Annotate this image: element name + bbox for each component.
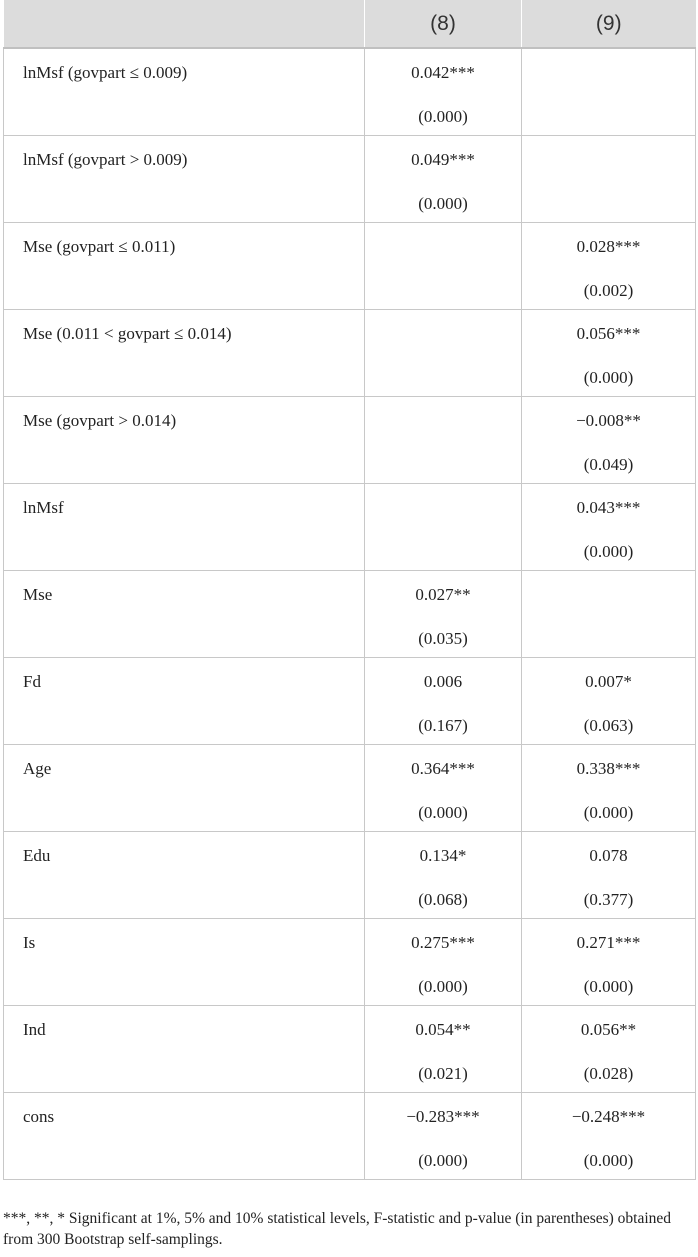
variable-label: Age: [23, 759, 52, 778]
p-value: (0.000): [583, 542, 634, 561]
p-value: (0.000): [418, 107, 468, 126]
model-8-cell: [365, 919, 522, 1006]
table-row: [4, 310, 696, 397]
variable-label: Edu: [23, 846, 51, 865]
row-variable-cell: [4, 223, 365, 310]
table-row: [4, 397, 696, 484]
table-body: [4, 48, 696, 1180]
model-9-cell: [522, 571, 696, 658]
variable-label: Mse: [23, 585, 53, 604]
row-variable-cell: [4, 397, 365, 484]
model-8-cell: [365, 832, 522, 919]
coefficient-value: [365, 237, 521, 257]
p-value: [365, 281, 521, 301]
table-row: [4, 745, 696, 832]
p-value: (0.377): [583, 890, 634, 909]
coefficient-value: 0.042***: [411, 63, 475, 82]
row-variable-cell: [4, 48, 365, 136]
model-9-cell: [522, 1006, 696, 1093]
model-9-cell: [522, 1093, 696, 1180]
model-8-cell: [365, 397, 522, 484]
coefficient-value: [522, 150, 695, 170]
model-8-cell: [365, 484, 522, 571]
variable-label: lnMsf (govpart ≤ 0.009): [23, 63, 188, 82]
p-value: (0.000): [583, 368, 634, 387]
variable-label: Ind: [23, 1020, 46, 1039]
table-row: [4, 658, 696, 745]
model-9-cell: [522, 919, 696, 1006]
model-9-cell: [522, 136, 696, 223]
header-variable: [4, 0, 365, 48]
p-value: (0.000): [418, 977, 468, 996]
variable-label: Mse (0.011 < govpart ≤ 0.014): [23, 324, 232, 343]
model-8-cell: [365, 136, 522, 223]
p-value: [365, 455, 521, 475]
p-value: (0.167): [418, 716, 468, 735]
p-value: (0.000): [418, 803, 468, 822]
model-8-cell: [365, 658, 522, 745]
coefficient-value: [365, 498, 521, 518]
row-variable-cell: [4, 484, 365, 571]
model-9-cell: [522, 223, 696, 310]
p-value: (0.063): [583, 716, 634, 735]
coefficient-value: 0.006: [423, 672, 463, 691]
model-8-cell: [365, 571, 522, 658]
table-row: [4, 919, 696, 1006]
table-row: [4, 832, 696, 919]
coefficient-value: −0.283***: [406, 1107, 480, 1126]
p-value: (0.049): [583, 455, 634, 474]
header-model-9: (9): [522, 0, 696, 48]
variable-label: cons: [23, 1107, 55, 1126]
table-row: [4, 571, 696, 658]
variable-label: Mse (govpart ≤ 0.011): [23, 237, 176, 256]
p-value: (0.028): [583, 1064, 634, 1083]
model-8-cell: [365, 48, 522, 136]
row-variable-cell: [4, 310, 365, 397]
model-9-cell: [522, 397, 696, 484]
p-value: (0.000): [418, 1151, 468, 1170]
model-9-cell: [522, 832, 696, 919]
row-variable-cell: [4, 745, 365, 832]
model-9-cell: [522, 310, 696, 397]
coefficient-value: 0.338***: [576, 759, 641, 778]
coefficient-value: −0.248***: [571, 1107, 646, 1126]
row-variable-cell: [4, 1006, 365, 1093]
variable-label: Mse (govpart > 0.014): [23, 411, 177, 430]
variable-label: lnMsf: [23, 498, 64, 517]
variable-label: lnMsf (govpart > 0.009): [23, 150, 188, 169]
p-value: [365, 542, 521, 562]
p-value: (0.021): [418, 1064, 468, 1083]
coefficient-value: 0.027**: [415, 585, 471, 604]
row-variable-cell: [4, 832, 365, 919]
coefficient-value: 0.134*: [419, 846, 467, 865]
model-8-cell: [365, 310, 522, 397]
coefficient-value: 0.054**: [415, 1020, 471, 1039]
table-row: [4, 1093, 696, 1180]
table-footnote: ***, **, * Significant at 1%, 5% and 10% statistical levels, F-statistic and p-value (in parentheses) obtained from 300 Bootstrap self-samplings.: [3, 1210, 672, 1248]
model-8-cell: [365, 223, 522, 310]
coefficient-value: [522, 63, 695, 83]
coefficient-value: 0.271***: [576, 933, 641, 952]
model-9-cell: [522, 745, 696, 832]
coefficient-value: −0.008**: [576, 411, 641, 430]
variable-label: Fd: [23, 672, 41, 691]
header-model-8: (8): [365, 0, 522, 48]
coefficient-value: 0.056**: [580, 1020, 637, 1039]
p-value: (0.000): [418, 194, 468, 213]
coefficient-value: 0.043***: [576, 498, 641, 517]
p-value: [522, 107, 695, 127]
p-value: (0.000): [583, 1151, 634, 1170]
model-8-cell: [365, 1093, 522, 1180]
table-row: [4, 223, 696, 310]
coefficient-value: [365, 411, 521, 431]
coefficient-value: 0.007*: [585, 672, 632, 691]
p-value: [522, 194, 695, 214]
model-9-cell: [522, 48, 696, 136]
coefficient-value: 0.049***: [411, 150, 475, 169]
coefficient-value: 0.364***: [411, 759, 475, 778]
p-value: (0.002): [583, 281, 634, 300]
model-8-cell: [365, 1006, 522, 1093]
p-value: (0.000): [583, 977, 634, 996]
table-row: [4, 484, 696, 571]
regression-table-container: [3, 0, 695, 1180]
p-value: (0.068): [418, 890, 468, 909]
regression-table: [3, 0, 696, 1180]
table-row: [4, 48, 696, 136]
coefficient-value: [522, 585, 695, 605]
row-variable-cell: [4, 919, 365, 1006]
table-row: [4, 136, 696, 223]
variable-label: Is: [23, 933, 36, 952]
model-9-cell: [522, 658, 696, 745]
p-value: [365, 368, 521, 388]
table-row: [4, 1006, 696, 1093]
row-variable-cell: [4, 571, 365, 658]
row-variable-cell: [4, 136, 365, 223]
model-9-cell: [522, 484, 696, 571]
coefficient-value: 0.056***: [576, 324, 641, 343]
coefficient-value: 0.078: [589, 846, 628, 865]
row-variable-cell: [4, 1093, 365, 1180]
coefficient-value: [365, 324, 521, 344]
p-value: [522, 629, 695, 649]
coefficient-value: 0.028***: [576, 237, 641, 256]
model-8-cell: [365, 745, 522, 832]
p-value: (0.000): [583, 803, 634, 822]
p-value: (0.035): [418, 629, 468, 648]
table-header-row: [4, 0, 696, 48]
row-variable-cell: [4, 658, 365, 745]
coefficient-value: 0.275***: [411, 933, 475, 952]
